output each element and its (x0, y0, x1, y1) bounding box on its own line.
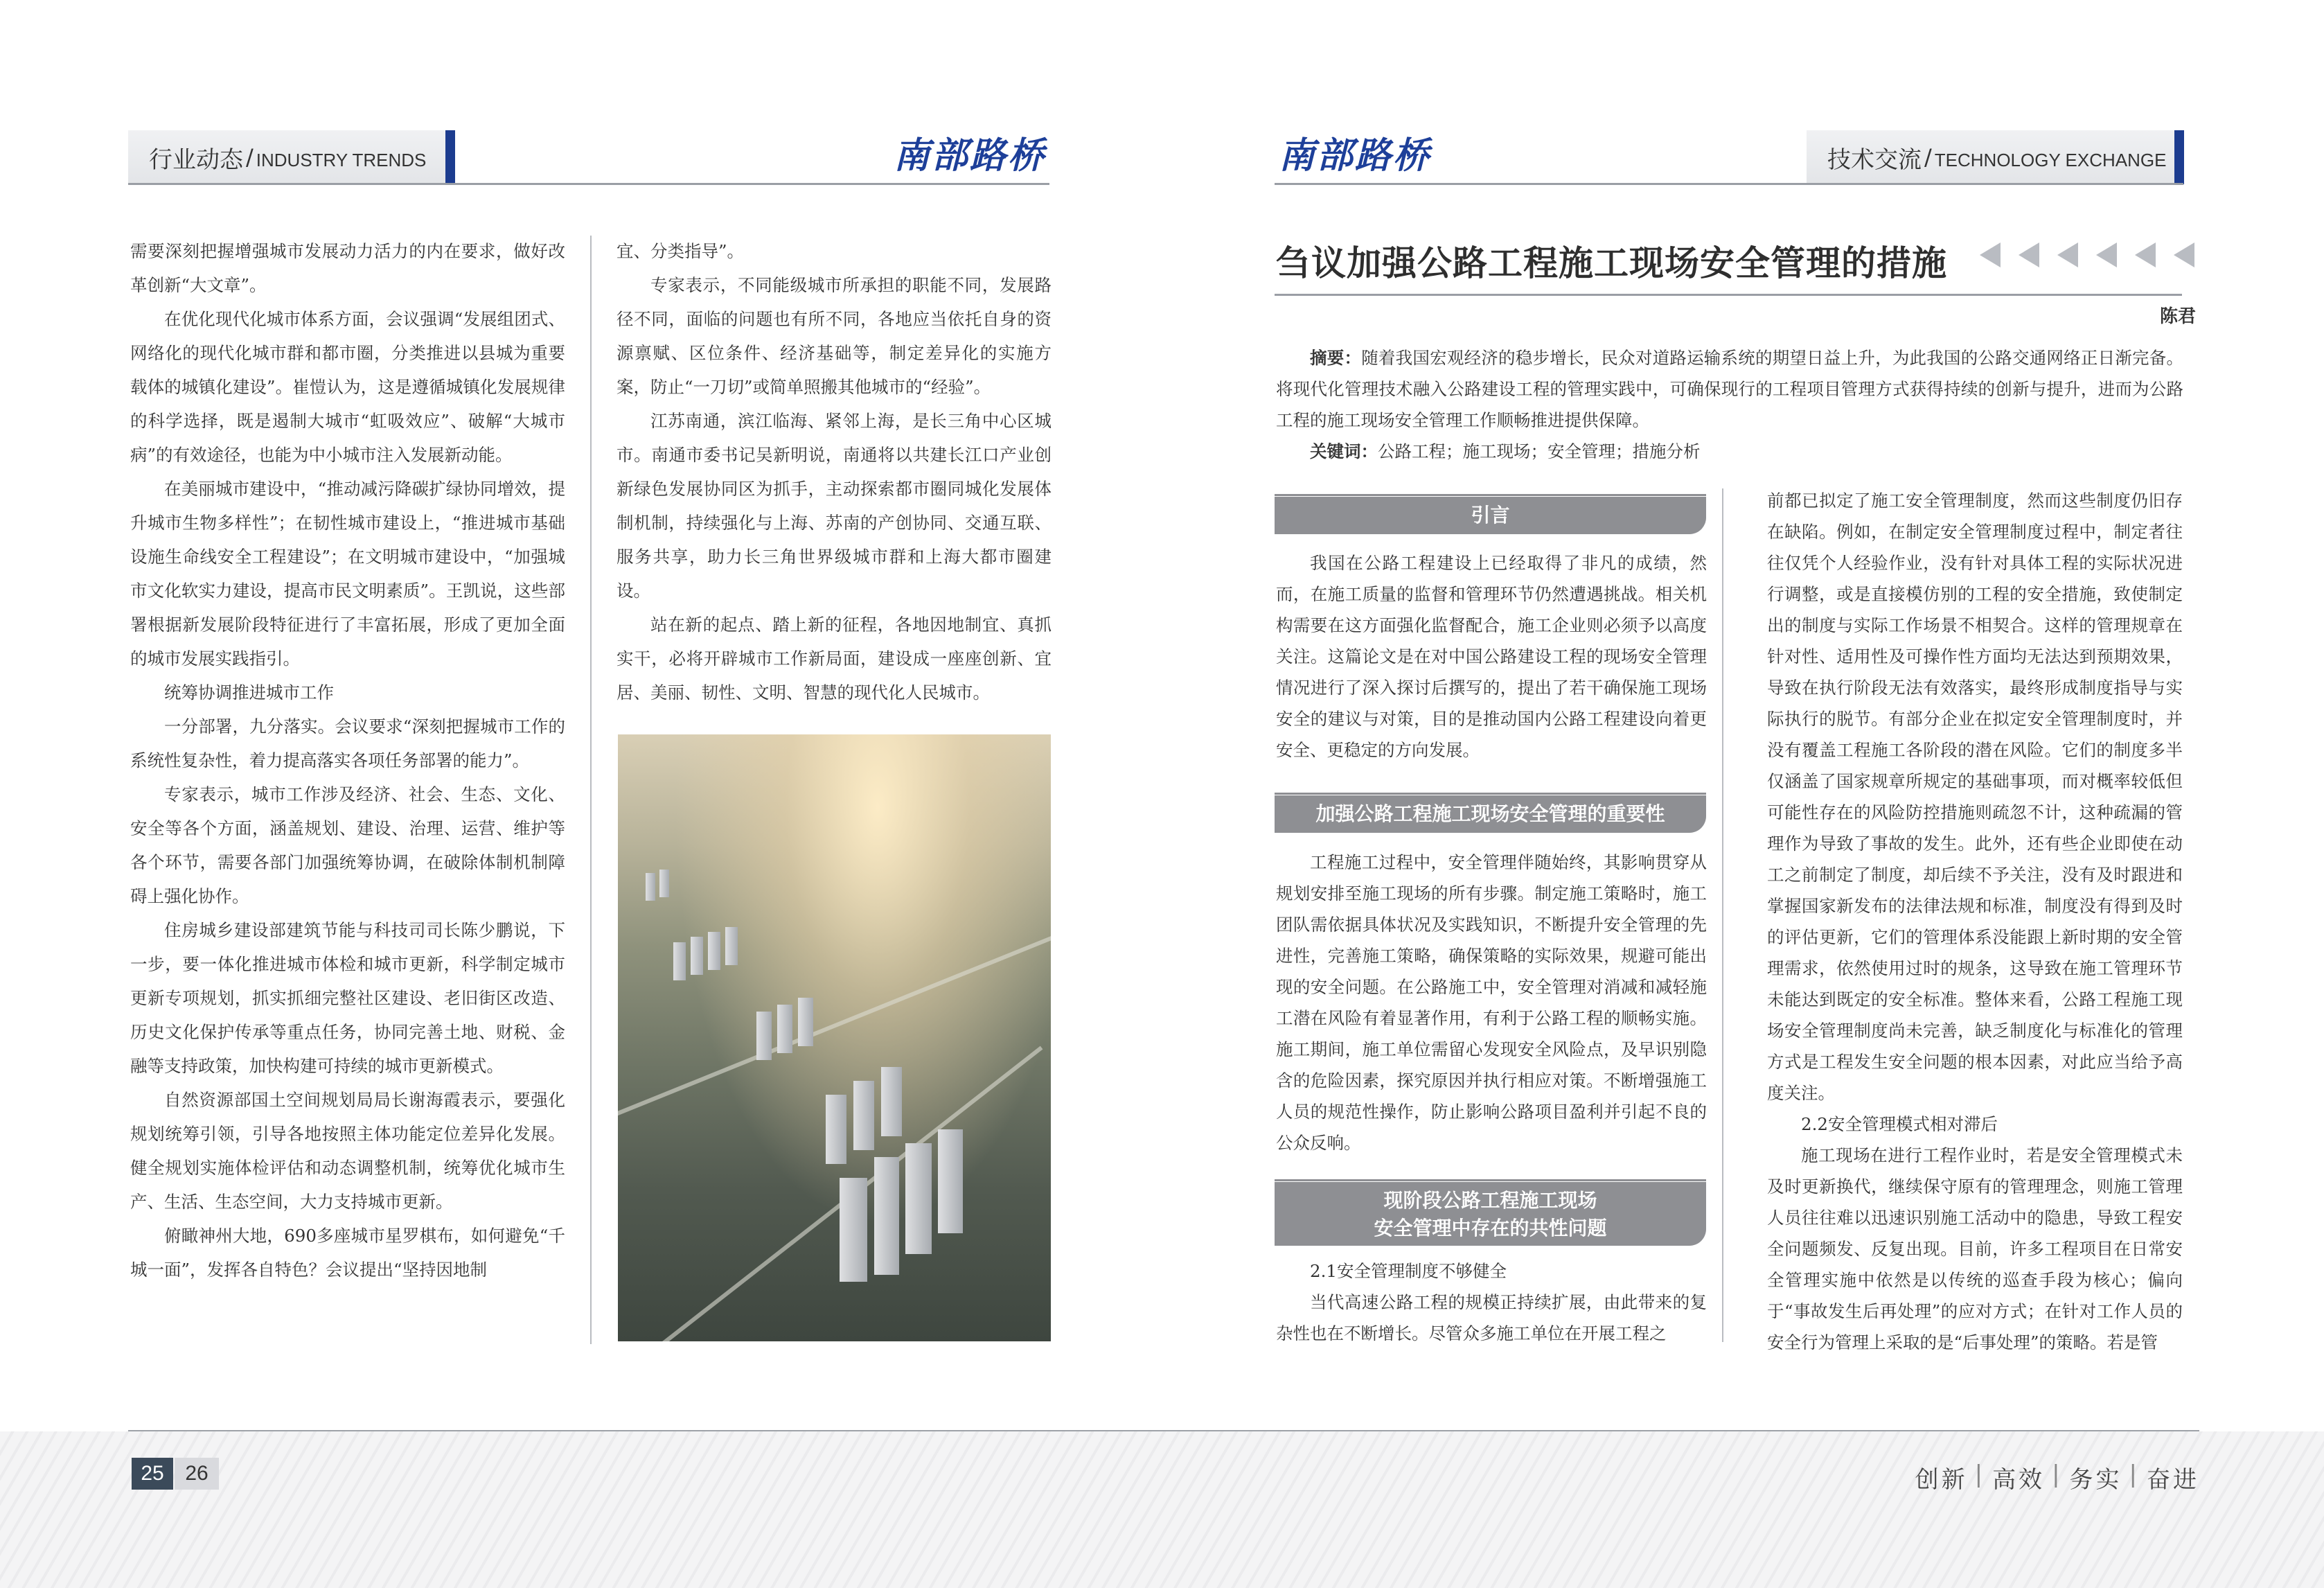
header-rule (1275, 183, 2183, 185)
keywords (1276, 436, 2183, 467)
text-column-1 (130, 234, 565, 1287)
column-divider (590, 236, 592, 1344)
slogan-separator: | (2052, 1461, 2063, 1488)
paragraph: 俯瞰神州大地，690多座城市星罗棋布，如何避免“千城一面”，发挥各自特色？会议提出“坚持因地制 (130, 1226, 565, 1280)
paragraph: 站在新的起点、踏上新的征程，各地因地制宜、真抓实干，必将开辟城市工作新局面，建设成一座座创新、宜居、美丽、韧性、文明、智慧的现代化人民城市。 (617, 615, 1052, 703)
paragraph: 当代高速公路工程的规模正持续扩展，由此带来的复杂性也在不断增长。尽管众多施工单位在开展工程之 (1276, 1292, 1707, 1343)
subheading: 2.2安全管理模式相对滞后 (1801, 1114, 1998, 1134)
footer-rule (128, 1430, 2199, 1431)
slogan-separator: | (2129, 1461, 2140, 1488)
intro-text (1276, 547, 1707, 766)
section-heading-common-problems (1275, 1182, 1706, 1246)
right-page (1162, 0, 2324, 1588)
paragraph: 专家表示，城市工作涉及经济、社会、生态、文化、安全等各个方面，涵盖规划、建设、治理、运营、维护等各个环节，需要各部门加强统筹协调，在破除体制机制障碍上强化协作。 (130, 784, 565, 906)
section-separator: / (1924, 144, 1932, 170)
section-tab-industry-trends (128, 130, 455, 184)
heading-line: 安全管理中存在的共性问题 (1374, 1217, 1607, 1239)
section-separator: / (246, 144, 254, 170)
tab-accent-bar (2174, 130, 2184, 184)
text-column-right (1767, 485, 2183, 1358)
paragraph: 宜、分类指导”。 (617, 241, 745, 261)
column-divider (1722, 488, 1723, 1342)
heading-line: 现阶段公路工程施工现场 (1383, 1189, 1597, 1212)
section-tab-technology-exchange (1807, 130, 2184, 184)
paragraph: 我国在公路工程建设上已经取得了非凡的成绩，然而，在施工质量的监督和管理环节仍然遭遇挑战。相关机构需要在这方面强化监督配合，施工企业则必须予以高度关注。这篇论文是在对中国公路建设工程的现场安全管理情况进行了深入探讨后撰写的，提出了若干确保施工现场安全的建议与对策，目的是推动国内公路工程建设向着更安全、更稳定的方向发展。 (1276, 553, 1707, 760)
footer-background (0, 1431, 2324, 1588)
footer-slogan (1915, 1461, 2199, 1494)
paragraph: 需要深刻把握增强城市发展动力活力的内在要求，做好改革创新“大文章”。 (130, 241, 565, 295)
abstract-block (1276, 342, 2183, 467)
tab-accent-bar (445, 130, 455, 184)
page-number-left: 25 (132, 1458, 173, 1490)
paragraph: 在优化现代化城市体系方面，会议强调“发展组团式、网络化的现代化城市群和都市圈，分类推进以县城为重要载体的城镇化建设”。崔愷认为，这是遵循城镇化发展规律的科学选择，既是遏制大城市“虹吸效应”、破解“大城市病”的有效途径，也能为中小城市注入发展新动能。 (130, 309, 565, 465)
section-heading-importance: 加强公路工程施工现场安全管理的重要性 (1275, 795, 1706, 833)
header-rule (128, 183, 1049, 185)
brand-logo: 南部路桥 (894, 134, 1047, 177)
section-title-en: INDUSTRY TRENDS (256, 149, 427, 170)
section-title-cn: 行业动态 (149, 145, 243, 174)
slogan-word: 创新 (1915, 1466, 1968, 1494)
paragraph: 江苏南通，滨江临海、紧邻上海，是长三角中心区城市。南通市委书记吴新明说，南通将以共建长江口产业创新绿色发展协同区为抓手，主动探索都市圈同城化发展体制机制，持续强化与上海、苏南的产创协同、交通互联、服务共享，助力长三角世界级城市群和上海大都市圈建设。 (617, 411, 1052, 601)
title-rule (1275, 294, 2182, 296)
city-aerial-photo (618, 734, 1051, 1341)
slogan-separator: | (1974, 1461, 1986, 1488)
section-heading-intro: 引言 (1275, 497, 1706, 534)
paragraph: 专家表示，不同能级城市所承担的职能不同，发展路径不同，面临的问题也有所不同，各地应当依托自身的资源禀赋、区位条件、经济基础等，制定差异化的实施方案，防止“一刀切”或简单照搬其他城市的“经验”。 (617, 275, 1052, 397)
slogan-word: 务实 (2069, 1466, 2122, 1494)
problems-text (1276, 1255, 1707, 1349)
page-number-right: 26 (175, 1458, 219, 1490)
keywords-label: 关键词： (1310, 441, 1378, 461)
paragraph: 工程施工过程中，安全管理伴随始终，其影响贯穿从规划安排至施工现场的所有步骤。制定施工策略时，施工团队需依据具体状况及实践知识，不断提升安全管理的先进性，完善施工策略，确保策略的实际效果，规避可能出现的安全问题。在公路施工中，安全管理对消减和减轻施工潜在风险有着显著作用，有利于公路工程的顺畅实施。施工期间，施工单位需留心发现安全风险点，及早识别隐含的危险因素，探究原因并执行相应对策。不断增强施工人员的规范性操作，防止影响公路项目盈利并引起不良的公众反响。 (1276, 852, 1707, 1153)
article-author: 陈君 (2160, 306, 2197, 327)
paragraph: 前都已拟定了施工安全管理制度，然而这些制度仍旧存在缺陷。例如，在制定安全管理制度过程中，制定者往往仅凭个人经验作业，没有针对具体工程的实际状况进行调整，或是直接模仿别的工程的安全措施，致使制定出的制度与实际工作场景不相契合。这样的管理规章在针对性、适用性及可操作性方面均无法达到预期效果，导致在执行阶段无法有效落实，最终形成制度指导与实际执行的脱节。有部分企业在拟定安全管理制度时，并没有覆盖工程施工各阶段的潜在风险。它们的制度多半仅涵盖了国家规章所规定的基础事项，而对概率较低但可能性存在的风险防控措施则疏忽不计，这种疏漏的管理作为导致了事故的发生。此外，还有些企业即使在动工之前制定了制度，却后续不予关注，没有及时跟进和掌握国家新发布的法律法规和标准，制度没有得到及时的评估更新，它们的管理体系没能跟上新时期的安全管理需求，依然使用过时的规条，这导致在施工管理环节未能达到既定的安全标准。整体来看，公路工程施工现场安全管理制度尚未完善，缺乏制度化与标准化的管理方式是工程发生安全问题的根本因素，对此应当给予高度关注。 (1767, 491, 2183, 1103)
abstract-text: 随着我国宏观经济的稳步增长，民众对道路运输系统的期望日益上升，为此我国的公路交通网络正日渐完备。将现代化管理技术融入公路建设工程的管理实践中，可确保现行的工程项目管理方式获得持续的创新与提升，进而为公路工程的施工现场安全管理工作顺畅推进提供保障。 (1276, 348, 2184, 430)
abstract-label: 摘要： (1310, 348, 1362, 368)
slogan-word: 高效 (1992, 1466, 2046, 1494)
paragraph: 一分部署，九分落实。会议要求“深刻把握城市工作的系统性复杂性，着力提高落实各项任务部署的能力”。 (130, 716, 565, 770)
section-title-en: TECHNOLOGY EXCHANGE (1934, 149, 2167, 170)
paragraph: 自然资源部国土空间规划局局长谢海霞表示，要强化规划统筹引领，引导各地按照主体功能定位差异化发展。健全规划实施体检评估和动态调整机制，统筹优化城市生产、生活、生态空间，大力支持城市更新。 (130, 1090, 565, 1212)
section-title-cn: 技术交流 (1827, 145, 1922, 174)
decorative-arrows-icon (1980, 242, 2194, 267)
abstract (1276, 342, 2183, 436)
paragraph: 住房城乡建设部建筑节能与科技司司长陈少鹏说，下一步，要一体化推进城市体检和城市更新，科学制定城市更新专项规划，抓实抓细完整社区建设、老旧街区改造、历史文化保护传承等重点任务，协同完善土地、财税、金融等支持政策，加快构建可持续的城市更新模式。 (130, 920, 565, 1076)
paragraph: 在美丽城市建设中，“推动减污降碳扩绿协同增效，提升城市生物多样性”；在韧性城市建设上，“推进城市基础设施生命线安全工程建设”；在文明城市建设中，“加强城市文化软实力建设，提高市民文明素质”。王凯说，这些部署根据新发展阶段特征进行了丰富拓展，形成了更加全面的城市发展实践指引。 (130, 479, 565, 669)
brand-logo: 南部路桥 (1279, 134, 1432, 177)
article-title: 刍议加强公路工程施工现场安全管理的措施 (1276, 243, 1947, 283)
slogan-word: 奋进 (2147, 1466, 2199, 1494)
subheading: 2.1安全管理制度不够健全 (1310, 1261, 1507, 1281)
importance-text (1276, 847, 1707, 1158)
paragraph: 施工现场在进行工程作业时，若是安全管理模式未及时更新换代，继续保守原有的管理理念，则施工管理人员往往难以迅速识别施工活动中的隐患，导致工程安全问题频发、反复出现。目前，许多工程项目在日常安全管理实施中依然是以传统的巡查手段为核心；偏向于“事故发生后再处理”的应对方式；在针对工作人员的安全行为管理上采取的是“后事处理”的策略。若是管 (1767, 1145, 2183, 1352)
keywords-text: 公路工程；施工现场；安全管理；措施分析 (1378, 441, 1701, 461)
text-column-2 (617, 234, 1052, 709)
subheading: 统筹协调推进城市工作 (164, 682, 334, 703)
